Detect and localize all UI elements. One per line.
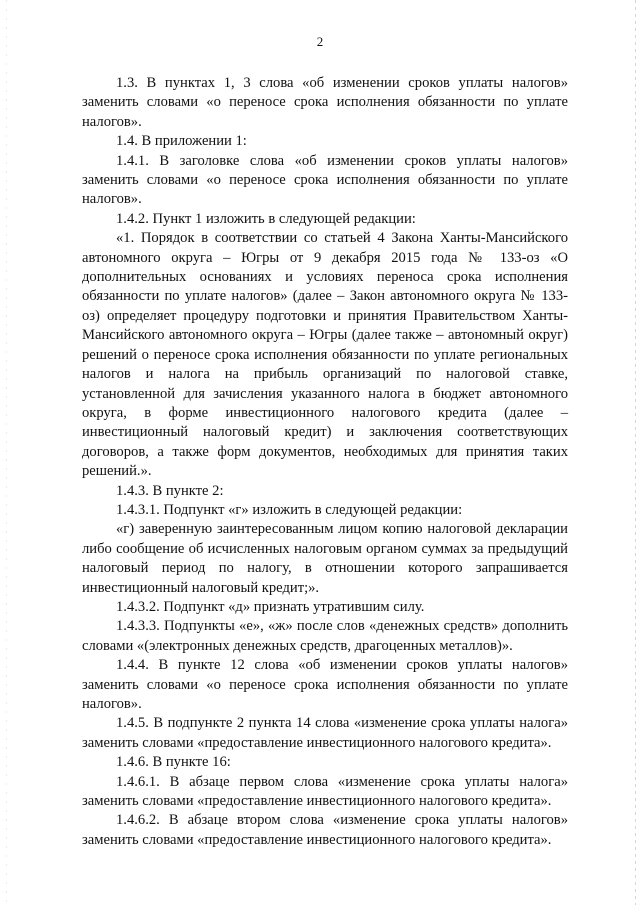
paragraph-1-4-1: 1.4.1. В заголовке слова «об изменении сроков уплаты налогов» заменить словами «о переносе срока исполнения обязанности по уплате налогов». xyxy=(82,152,568,208)
document-body xyxy=(82,74,568,850)
paragraph-1-4-5: 1.4.5. В подпункте 2 пункта 14 слова «изменение срока уплаты налога» заменить словами «предоставление инвестиционного налогового кредита». xyxy=(82,715,568,751)
paragraph-1-4: 1.4. В приложении 1: xyxy=(116,133,247,150)
scan-edge-right xyxy=(635,0,636,905)
page-number: 2 xyxy=(316,34,324,49)
scan-edge-left xyxy=(6,0,7,905)
paragraph-1-4-4: 1.4.4. В пункте 12 слова «об изменении сроков уплаты налогов» заменить словами «о переносе срока исполнения обязанности по уплате налогов». xyxy=(82,657,568,712)
paragraph-1-4-6-2: 1.4.6.2. В абзаце втором слова «изменение срока уплаты налогов» заменить словами «предоставление инвестиционного налогового кредита». xyxy=(82,812,568,848)
paragraph-1-4-3-1: 1.4.3.1. Подпункт «г» изложить в следующей редакции: xyxy=(116,501,463,518)
paragraph-1-4-2: 1.4.2. Пункт 1 изложить в следующей редакции: xyxy=(116,210,416,227)
paragraph-1-3: 1.3. В пунктах 1, 3 слова «об изменении сроков уплаты налогов» заменить словами «о переносе срока исполнения обязанности по уплате налогов». xyxy=(82,75,568,130)
paragraph-1-4-3-3: 1.4.3.3. Подпункты «е», «ж» после слов «денежных средств» дополнить словами «(электронных денежных средств, драгоценных металлов)». xyxy=(82,618,568,654)
paragraph-1-4-6: 1.4.6. В пункте 16: xyxy=(116,754,231,771)
paragraph-1-4-3-2: 1.4.3.2. Подпункт «д» признать утратившим силу. xyxy=(116,598,425,615)
paragraph-1-4-6-1: 1.4.6.1. В абзаце первом слова «изменение срока уплаты налога» заменить словами «предоставление инвестиционного налогового кредита». xyxy=(82,773,568,810)
paragraph-1-4-3: 1.4.3. В пункте 2: xyxy=(116,482,224,499)
paragraph-quoted-subpoint-g: «г) заверенную заинтересованным лицом копию налоговой декларации либо сообщение об исчисленных налоговым органом суммах за предыдущий налоговый период по налогу, в отношении которого запрашивается инвестиционный налоговый кредит;». xyxy=(82,521,568,596)
paragraph-quoted-point-1: «1. Порядок в соответствии со статьей 4 Закона Ханты-Мансийского автономного округа – Югры от 9 декабря 2015 года № 133-оз «О дополнительных основаниях и условиях переноса срока исполнения обязанности по уплате налогов» (далее – Закон автономного округа № 133-оз) определяет процедуру подготовки и принятия Правительством Ханты-Мансийского автономного округа – Югры (далее также – автономный округ) решений о переносе срока исполнения обязанности по уплате региональных налогов и налога на прибыль организаций по налоговой ставке, установленной для зачисления указанного налога в бюджет автономного округа, в форме инвестиционного налогового кредита (далее – инвестиционный налоговый кредит) и заключения соответствующих договоров, а также форм документов, необходимых для принятия таких решений.». xyxy=(82,230,568,480)
